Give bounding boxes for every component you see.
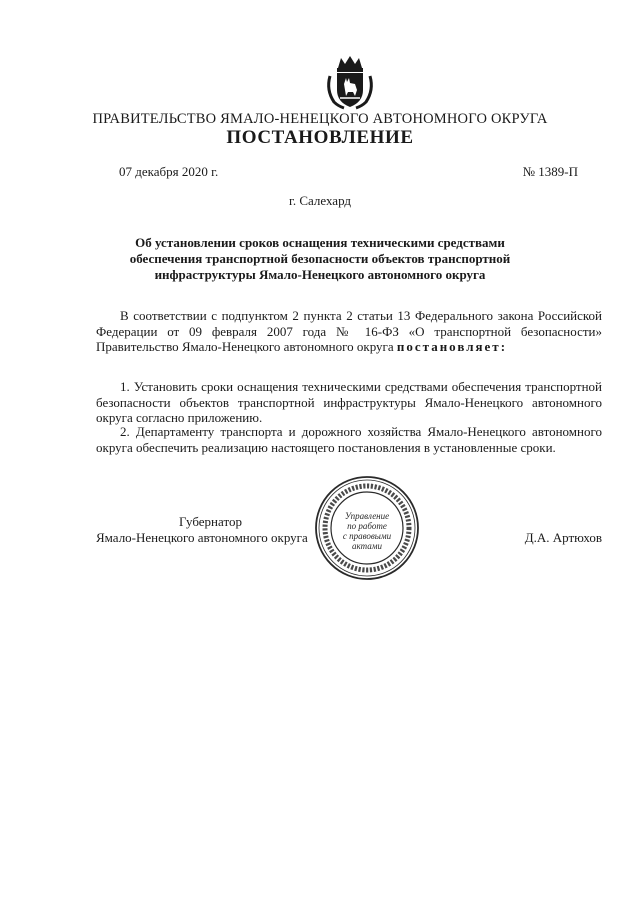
- item-1-paragraph: 1. Установить сроки оснащения техническими средствами обеспечения транспортной безопасности объектов транспортной инфраструктуры Ямало-Ненецкого автономного округа согласно приложению.: [96, 379, 602, 425]
- decree-word: постановляет:: [396, 339, 508, 354]
- document-date: 07 декабря 2020 г.: [119, 164, 219, 179]
- signatory-name: Д.А. Артюхов: [524, 530, 602, 545]
- government-title: ПРАВИТЕЛЬСТВО ЯМАЛО-НЕНЕЦКОГО АВТОНОМНОГО ОКРУГА: [92, 111, 548, 127]
- stamp-center-line-2: по работе: [347, 521, 387, 531]
- signatory-region: Ямало-Ненецкого автономного округа: [96, 529, 308, 545]
- item-2-paragraph: 2. Департаменту транспорта и дорожного хозяйства Ямало-Ненецкого автономного округа обеспечить реализацию настоящего постановления в установленные сроки.: [96, 424, 602, 455]
- stamp-center-line-4: актами: [352, 541, 382, 551]
- document-subject: Об установлении сроков оснащения техническими средствами обеспечения транспортной безопасности объектов транспортной инфраструктуры Ямало-Ненецкого автономного округа: [129, 235, 511, 282]
- preamble-text: В соответствии с подпунктом 2 пункта 2 статьи 13 Федерального закона Российской Федерации от 09 февраля 2007 года № 16-ФЗ «О транспортной безопасности» Правительство Ямало-Ненецкого автономного округа: [96, 308, 602, 354]
- stamp-center-line-1: Управление: [344, 511, 390, 521]
- official-stamp: [313, 474, 421, 582]
- document-city: г. Салехард: [288, 193, 352, 208]
- signatory-title: Губернатор: [179, 514, 242, 529]
- stamp-center-line-3: с правовыми: [342, 531, 392, 541]
- document-type: ПОСТАНОВЛЕНИЕ: [226, 127, 414, 148]
- document-number: № 1389-П: [522, 164, 578, 179]
- coat-of-arms-icon: [324, 54, 376, 110]
- signatory-block: [96, 514, 308, 545]
- preamble-paragraph: [96, 308, 602, 355]
